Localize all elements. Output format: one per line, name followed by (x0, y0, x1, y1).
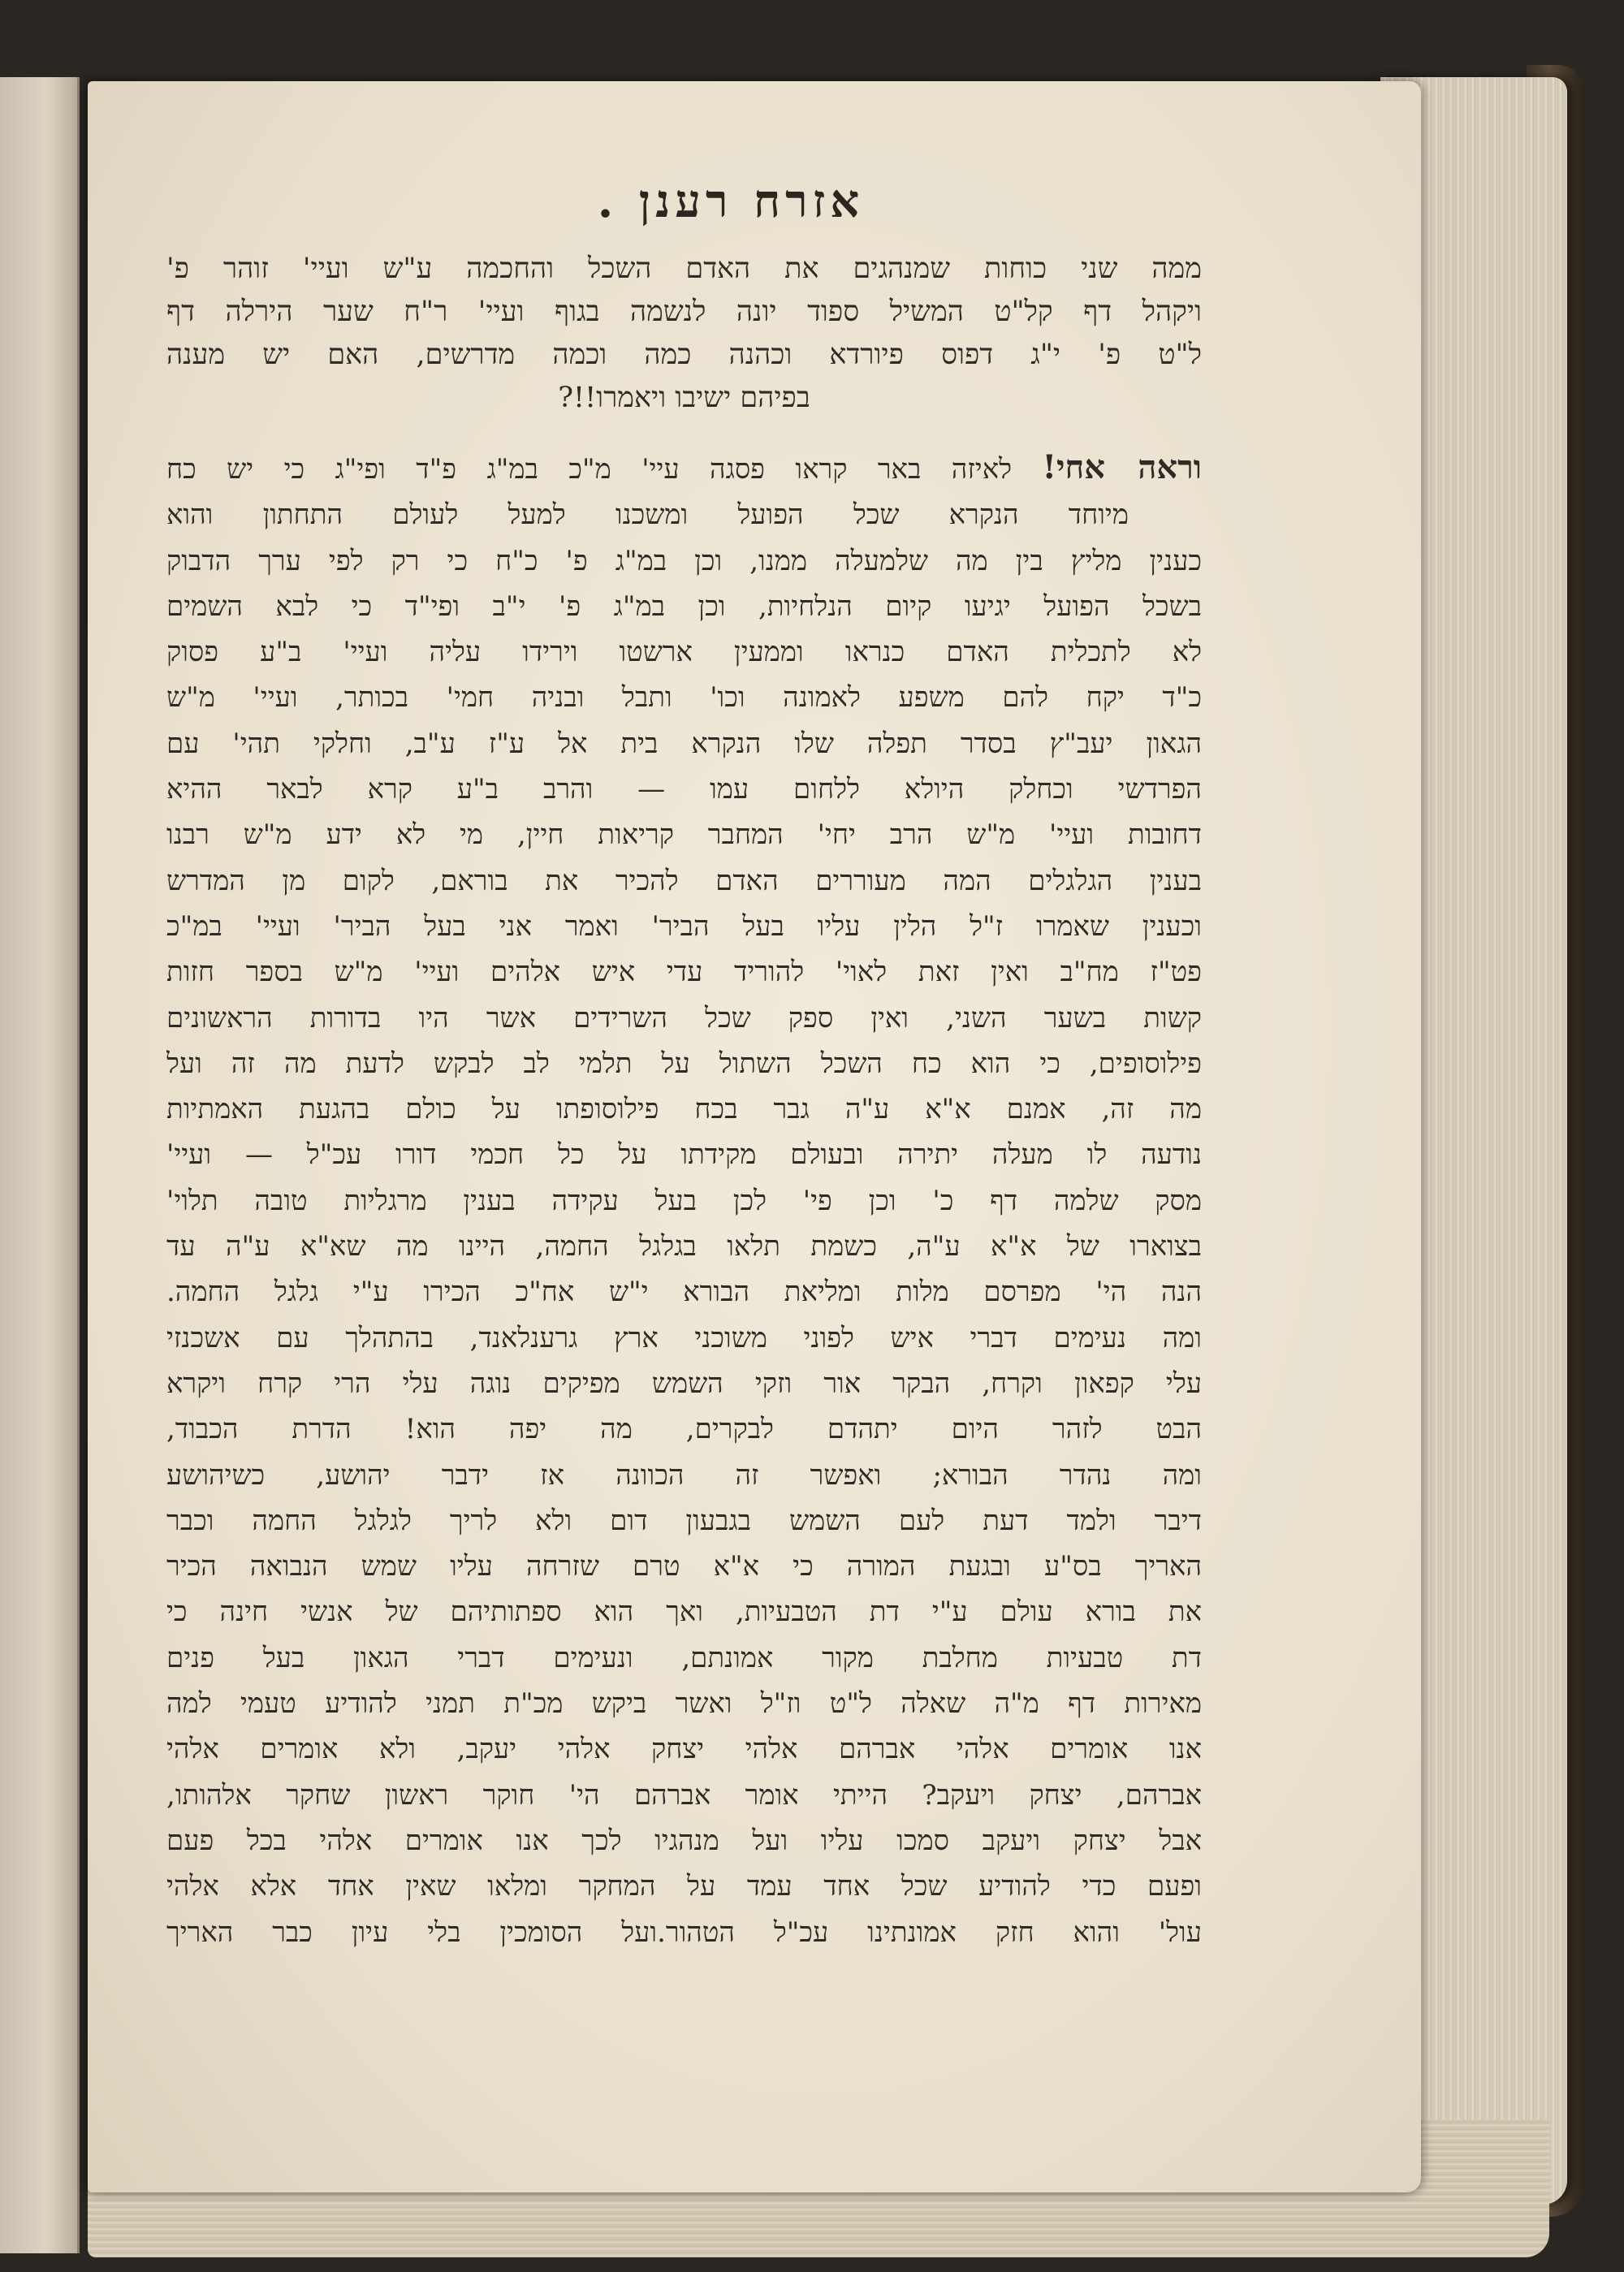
text-line: בענין הגלגלים המה מעוררים האדם להכיר את בוראם, לקום מן המדרש (166, 864, 1202, 897)
running-header: אזרח רענן . (597, 175, 865, 228)
text-line: נודעה לו מעלה יתירה ובעולם מקידתו על כל חכמי דורו עכ"ל — ועיי' (166, 1138, 1202, 1172)
facing-page-left (0, 77, 80, 2253)
text-line: אברהם, יצחק ויעקב? הייתי אומר אברהם הי' חוקר ראשון שחקר אלהותו, (166, 1778, 1202, 1812)
text-line: וכענין שאמרו ז"ל הלין עליו בעל הביר' ואמר אני בעל הביר' ועיי' במ"כ (166, 909, 1202, 943)
text-line: פט"ז מח"ב ואין זאת לאוי' להוריד עדי איש אלהים ועיי' מ"ש בספר חזות (166, 956, 1202, 989)
text-line: כענין מליץ בין מה שלמעלה ממנו, וכן במ"ג פ' כ"ח כי רק לפי ערך הדבוק (166, 544, 1202, 577)
text-line: לא לתכלית האדם כנראו וממעין ארשטו וירידו עליה ועיי' ב"ע פסוק (166, 636, 1202, 669)
text-line: ויקהל דף קל"ט המשיל ספוד יונה לנשמה בגוף ועיי' ר"ח שער הירלה דף (166, 296, 1202, 328)
text-line: הבט לזהר היום יתהדם לבקרים, מה יפה הוא! הדרת הכבוד, (166, 1413, 1202, 1446)
text-line: עול' והוא חזק אמונתינו עכ"ל הטהור.ועל הסומכין בלי עיון כבר האריך (166, 1916, 1202, 1949)
text-line: דיבר ולמד דעת לעם השמש בגבעון דום ולא לריך לגלגל החמה וכבר (166, 1504, 1202, 1537)
text-line: קשות בשער השני, ואין ספק שכל השרידים אשר היו בדורות הראשונים (166, 1001, 1202, 1034)
text-line: בצוארו של א"א ע"ה, כשמת תלאו בגלגל החמה, היינו מה שא"א ע"ה עד (166, 1230, 1202, 1263)
text-line-first (166, 445, 1202, 492)
text-line: מיוחד הנקרא שכל הפועל ומשכנו למעל לעולם התחתון והוא (166, 499, 1129, 532)
text-line: דחובות ועיי' מ"ש הרב יחי' המחבר קריאות חיין, מי לא ידע מ"ש רבנו (166, 819, 1202, 852)
paragraph-2 (166, 445, 1202, 1955)
text-line: כ"ד יקח להם משפע לאמונה וכו' ותבל ובניה חמי' בכותר, ועיי' מ"ש (166, 681, 1202, 715)
paragraph-1 (166, 248, 1202, 420)
text-line: בשכל הפועל יגיעו קיום הנלחיות, וכן במ"ג פ' י"ב ופי"ד כי לבא השמים (166, 590, 1202, 623)
text-line: ל"ט פ' י"ג דפוס פיורדא וכהנה כמה וכמה מדרשים, האם יש מענה (166, 339, 1202, 371)
text-line: פילוסופים, כי הוא כח השכל השתול על תלמי לב לבקש לדעת מה זה ועל (166, 1047, 1202, 1080)
text-line: הפרדשי וכחלק היולא ללחום עמו — והרב ב"ע קרא לבאר ההיא (166, 773, 1202, 806)
text-line: ומה נהדר הבורא; ואפשר זה הכוונה אז ידבר יהושע, כשיהושע (166, 1458, 1202, 1492)
text-line: אנו אומרים אלהי אברהם אלהי יצחק אלהי יעקב, ולא אומרים אלהי (166, 1733, 1202, 1766)
text-line: בפיהם ישיבו ויאמרו!!? (558, 382, 810, 414)
text-line: מאירות דף מ"ה שאלה ל"ט וז"ל ואשר ביקש מכ"ת תמני להודיע טעמי למה (166, 1687, 1202, 1721)
text-line: עלי קפאון וקרח, הבקר אור וזקי השמש מפיקים נוגה עלי הרי קרח ויקרא (166, 1367, 1202, 1400)
first-line-rest: לאיזה באר קראו פסגה עיי' מ"כ במ"ג פ"ד ופי"ג כי יש כח (166, 453, 1013, 486)
text-line: ופעם כדי להודיע שכל אחד עמד על המחקר ומלאו שאין אחד אלא אלהי (166, 1870, 1202, 1903)
text-line: הנה הי' מפרסם מלות ומליאת הבורא י"ש אח"כ הכירו ע"י גלגל החמה. (166, 1276, 1202, 1309)
text-line: הגאון יעב"ץ בסדר תפלה שלו הנקרא בית אל ע"ז ע"ב, וחלקי תהי' עם (166, 727, 1202, 760)
text-line: האריך בס"ע ובגעת המורה כי א"א טרם שזרחה עליו שמש הנבואה הכיר (166, 1550, 1202, 1583)
lead-word: וראה אחי! (1042, 448, 1202, 486)
text-line: אבל יצחק ויעקב סמכו עליו ועל מנהגיו לכך אנו אומרים אלהי בכל פעם (166, 1824, 1202, 1857)
text-line: מה זה, אמנם א"א ע"ה גבר בכח פילוסופתו על כולם בהגעת האמתיות (166, 1093, 1202, 1126)
text-line: את בורא עולם ע"י דת הטבעיות, ואך הוא ספתותיהם של אנשי חינה כי (166, 1596, 1202, 1629)
text-line: מסק שלמה דף כ' וכן פי' לכן בעל עקידה בענין מרגליות טובה תלוי' (166, 1184, 1202, 1217)
text-line: ממה שני כוחות שמנהגים את האדם השכל והחכמה ע"ש ועיי' זוהר פ' (166, 253, 1202, 285)
text-line: דת טבעיות מחלבת מקור אמונתם, ונעימים דברי הגאון בעל פנים (166, 1641, 1202, 1674)
text-line: ומה נעימים דברי איש לפוני משוכני ארץ גרענלאנד, בהתהלך עם אשכנזי (166, 1321, 1202, 1354)
